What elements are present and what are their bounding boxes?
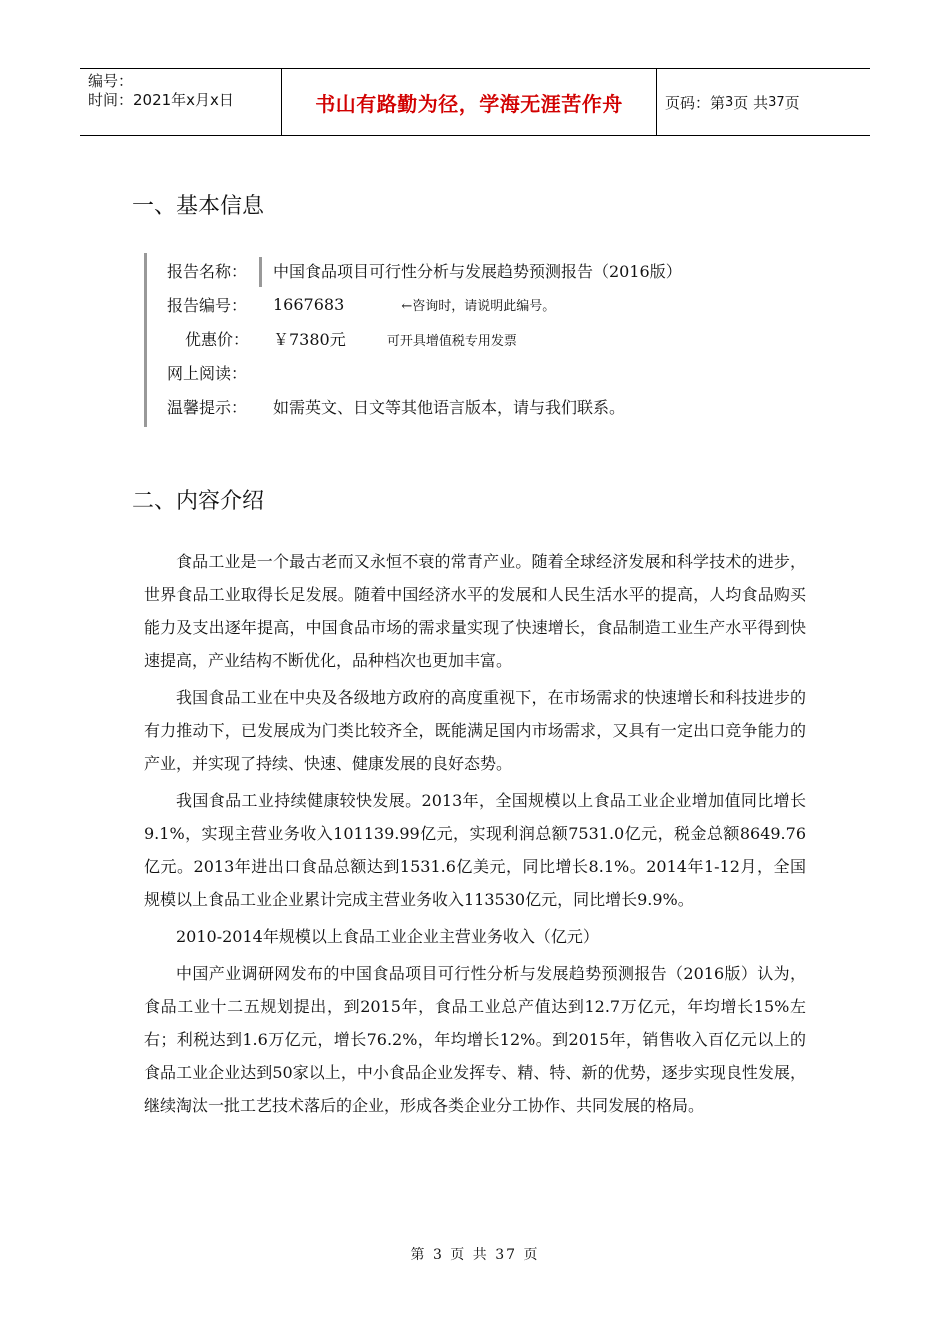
page-footer: 第 3 页 共 37 页 — [410, 1247, 540, 1263]
header-page-info — [665, 69, 800, 135]
price-note: 可开具增值税专用发票 — [386, 333, 517, 349]
content-title: 二、内容介绍 — [132, 489, 265, 514]
info-row-online — [167, 355, 253, 389]
content-body — [144, 545, 806, 1126]
page-suffix: 页 — [784, 93, 800, 112]
page-prefix: 页码：第 — [665, 93, 726, 112]
info-row-code — [167, 287, 556, 321]
paragraph-3: 我国食品工业持续健康较快发展。2013年，全国规模以上食品工业企业增加值同比增长9.1%，实现主营业务收入101139.99亿元，实现利润总额7531.0亿元，税金总额8649.76亿元。2013年进出口食品总额达到1531.6亿美元，同比增长8.1%。2014年1-12月，全国规模以上食品工业企业累计完成主营业务收入113530亿元，同比增长9.9%。 — [144, 791, 806, 909]
name-label: 报告名称： — [167, 261, 248, 281]
page-current: 3 — [725, 94, 734, 110]
paragraph-4: 中国产业调研网发布的中国食品项目可行性分析与发展趋势预测报告（2016版）认为，食品工业十二五规划提出，到2015年，食品工业总产值达到12.7万亿元，年均增长15%左右；利税达到1.6万亿元，增长76.2%，年均增长12%。到2015年，销售收入百亿元以上的食品工业企业达到50家以上，中小食品企业发挥专、精、特、新的优势，逐步实现良性发展，继续淘汰一批工艺技术落后的企业，形成各类企业分工协作、共同发展的格局。 — [144, 964, 806, 1115]
header-meta — [88, 72, 234, 110]
code-label: 报告编号： — [167, 295, 248, 315]
name-value: 中国食品项目可行性分析与发展趋势预测报告（2016版） — [273, 261, 682, 281]
value-divider — [259, 257, 262, 287]
info-row-name — [167, 253, 682, 287]
info-row-tip — [167, 389, 626, 423]
online-label: 网上阅读： — [167, 363, 248, 383]
page-total: 37 — [768, 94, 785, 110]
page-middle: 页 共 — [733, 93, 769, 112]
code-value-group — [273, 295, 555, 314]
code-value: 1667683 — [273, 294, 345, 314]
paragraph-1: 食品工业是一个最古老而又永恒不衰的常青产业。随着全球经济发展和科学技术的进步，世界食品工业取得长足发展。随着中国经济水平的发展和人民生活水平的提高，人均食品购买能力及支出逐年提高，中国食品市场的需求量实现了快速增长，食品制造工业生产水平得到快速提高，产业结构不断优化，品种档次也更加丰富。 — [144, 552, 806, 670]
header-number-label: 编号： — [88, 72, 134, 90]
chart-caption: 2010-2014年规模以上食品工业企业主营业务收入（亿元） — [176, 927, 599, 946]
tip-value: 如需英文、日文等其他语言版本，请与我们联系。 — [273, 397, 626, 417]
code-note: ←咨询时，请说明此编号。 — [401, 298, 556, 314]
header-motto: 书山有路勤为径，学海无涯苦作舟 — [281, 69, 657, 135]
price-value: ￥7380元 — [273, 329, 346, 349]
header-date: 时间：2021年x月x日 — [88, 91, 234, 109]
price-value-group — [273, 327, 517, 350]
paragraph-2: 我国食品工业在中央及各级地方政府的高度重视下，在市场需求的快速增长和科技进步的有力推动下，已发展成为门类比较齐全，既能满足国内市场需求，又具有一定出口竞争能力的产业，并实现了持续、快速、健康发展的良好态势。 — [144, 688, 806, 773]
info-row-price — [167, 321, 517, 355]
tip-label: 温馨提示： — [167, 397, 248, 417]
basic-info-title: 一、基本信息 — [132, 194, 265, 219]
page-header — [80, 68, 870, 136]
info-box — [144, 253, 747, 427]
price-label: 优惠价： — [185, 329, 250, 349]
